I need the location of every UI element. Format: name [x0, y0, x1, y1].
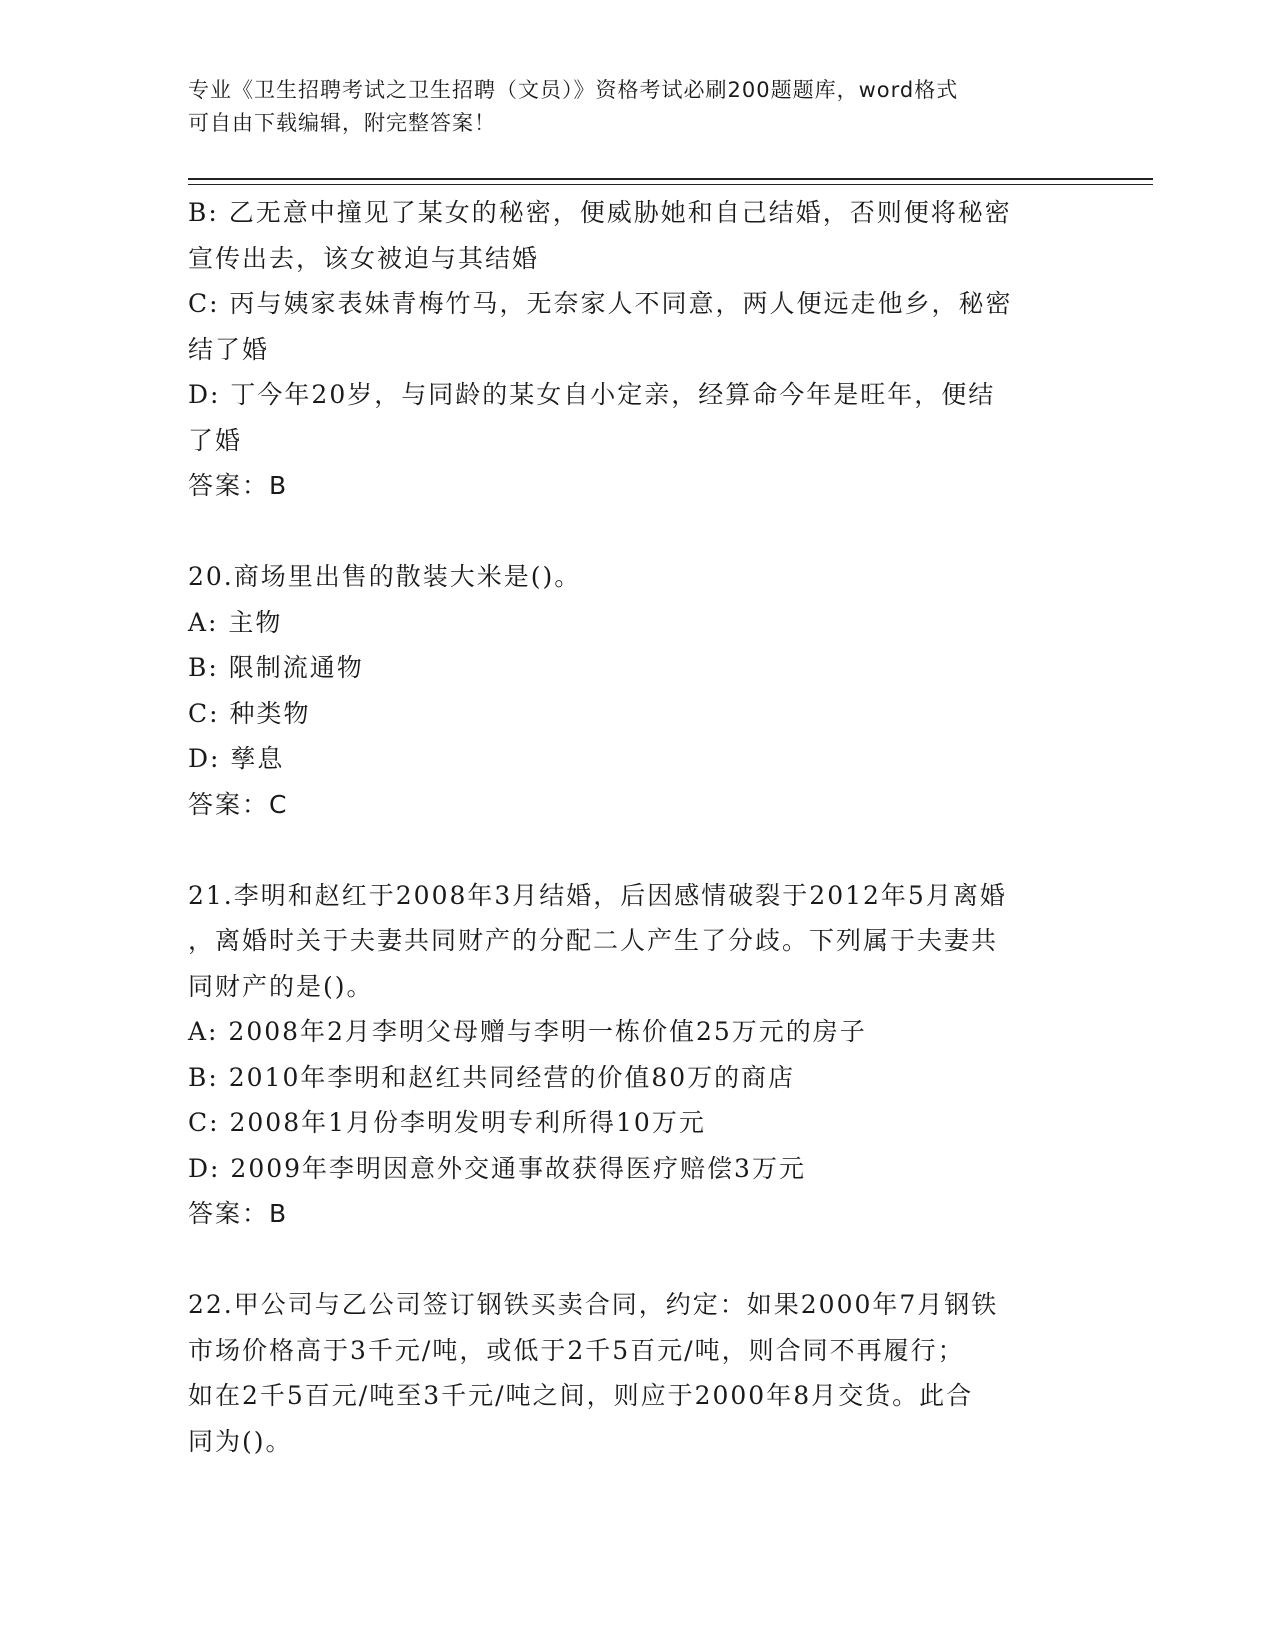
q21-option-d: D: 2009年李明因意外交通事故获得医疗赔偿3万元 [188, 1153, 806, 1183]
q21-option-c: C: 2008年1月份李明发明专利所得10万元 [188, 1108, 706, 1137]
question-19-block [188, 190, 1088, 509]
header-line-2: 可自由下载编辑，附完整答案！ [188, 111, 496, 135]
q21-question-line-3: 同财产的是()。 [188, 971, 374, 1001]
q21-option-a: A: 2008年2月李明父母赠与李明一栋价值25万元的房子 [188, 1017, 867, 1046]
q20-question: 20.商场里出售的散装大米是()。 [188, 562, 582, 591]
q20-answer: 答案：C [188, 789, 289, 819]
question-22-block [188, 1282, 1088, 1464]
q19-option-d-line-2: 了婚 [188, 425, 243, 455]
q19-option-b-line-1: B: 乙无意中撞见了某女的秘密，便威胁她和自己结婚，否则便将秘密 [188, 198, 1012, 227]
q21-question-line-2: ，离婚时关于夫妻共同财产的分配二人产生了分歧。下列属于夫妻共 [188, 926, 999, 955]
q22-question-line-4: 同为()。 [188, 1426, 293, 1456]
q20-option-c: C: 种类物 [188, 698, 311, 728]
q21-answer: 答案：B [188, 1199, 289, 1228]
q19-answer: 答案：B [188, 471, 289, 500]
q21-option-b: B: 2010年李明和赵红共同经营的价值80万的商店 [188, 1062, 796, 1092]
spacer [188, 1237, 1088, 1283]
document-body [188, 190, 1088, 1464]
q22-question-line-1: 22.甲公司与乙公司签订钢铁买卖合同，约定：如果2000年7月钢铁 [188, 1290, 999, 1319]
header-divider-thin [188, 184, 1153, 185]
header-divider-thick [188, 178, 1153, 180]
q20-option-d: D: 孳息 [188, 744, 285, 773]
q19-option-d-line-1: D: 丁今年20岁，与同龄的某女自小定亲，经算命今年是旺年，便结 [188, 380, 996, 409]
q19-option-c-line-2: 结了婚 [188, 334, 270, 364]
q20-option-b: B: 限制流通物 [188, 653, 364, 682]
q21-question-line-1: 21.李明和赵红于2008年3月结婚，后因感情破裂于2012年5月离婚 [188, 880, 1007, 910]
question-21-block [188, 873, 1088, 1237]
question-20-block [188, 554, 1088, 827]
header-line-1: 专业《卫生招聘考试之卫生招聘（文员）》资格考试必刷200题题库，word格式 [188, 78, 959, 102]
q19-option-b-line-2: 宣传出去，该女被迫与其结婚 [188, 243, 540, 273]
spacer [188, 509, 1088, 555]
q19-option-c-line-1: C: 丙与姨家表妹青梅竹马，无奈家人不同意，两人便远走他乡，秘密 [188, 289, 1013, 318]
q20-option-a: A: 主物 [188, 607, 283, 637]
document-header [188, 74, 1088, 140]
q22-question-line-3: 如在2千5百元/吨至3千元/吨之间，则应于2000年8月交货。此合 [188, 1381, 974, 1410]
q22-question-line-2: 市场价格高于3千元/吨，或低于2千5百元/吨，则合同不再履行； [188, 1335, 965, 1365]
spacer [188, 827, 1088, 873]
